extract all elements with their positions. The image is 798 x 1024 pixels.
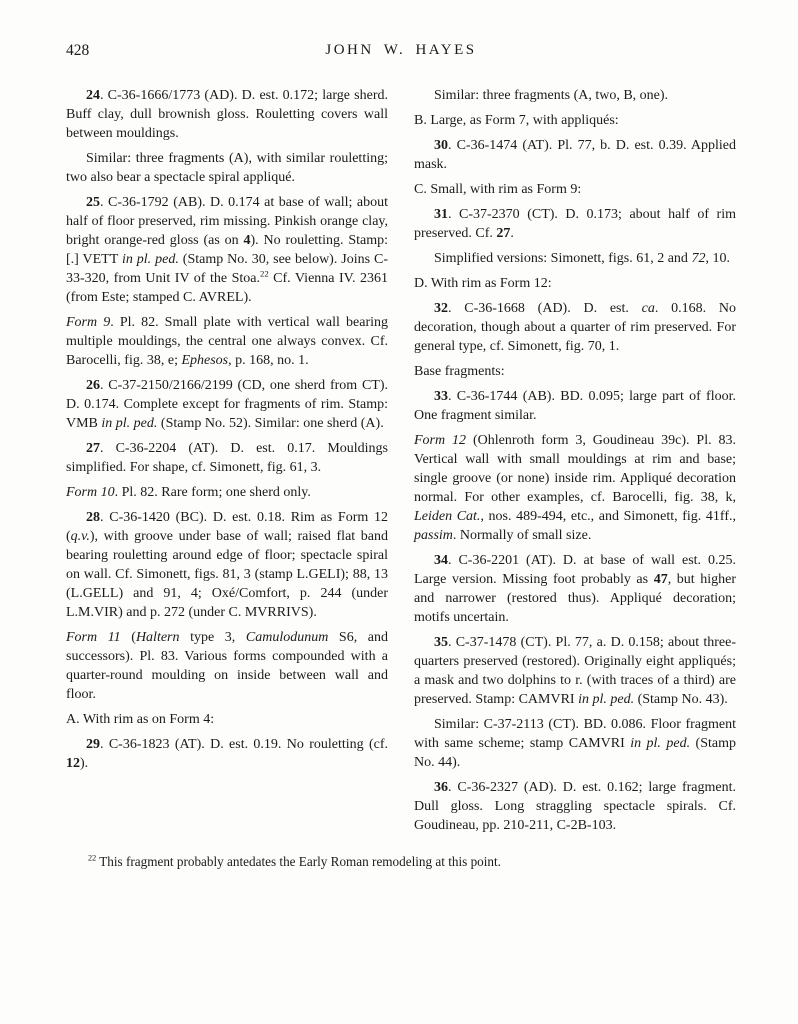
italic-run: in pl. ped. — [121, 252, 179, 267]
text-run: Base fragments: — [414, 364, 505, 379]
italic-run: Form 11 — [66, 630, 121, 645]
text-run: (Stamp No. 44). — [414, 736, 736, 770]
italic-run: in pl. ped. — [101, 416, 158, 431]
entry-29 — [66, 735, 388, 773]
italic-run: Camulodunum — [245, 630, 329, 645]
text-run: . C-36-1823 (AT). D. est. 0.19. No rouletting (cf. — [100, 737, 388, 752]
italic-run: in pl. ped. — [630, 736, 691, 751]
footnote-ref: 22 — [259, 268, 269, 279]
bold-run: 25 — [86, 195, 100, 210]
text-run: . C-37-2370 (CT). D. 0.173; about half of rim preserved. Cf. — [414, 207, 736, 241]
text-run: (Stamp No. 30, see below). Joins C-33-320, from Unit IV of the Stoa. — [66, 252, 388, 286]
text-run: . Pl. 82. Small plate with vertical wall bearing multiple mouldings, the central one always convex. Cf. Barocelli, fig. 38, e; — [66, 315, 388, 368]
page-header — [66, 42, 736, 64]
form-11-heading — [66, 628, 388, 704]
text-run: C. Small, with rim as Form 9: — [414, 182, 582, 197]
text-run: . Normally of small size. — [452, 528, 592, 543]
text-run: , nos. 489-494, etc., and Simonett, fig. 41ff., — [480, 509, 736, 524]
text-run: , 10. — [705, 251, 730, 266]
italic-run: q.v. — [70, 529, 90, 544]
base-fragments-heading — [414, 362, 736, 381]
text-run: (Stamp No. 43). — [634, 692, 728, 707]
italic-run: Leiden Cat. — [414, 509, 481, 524]
text-run: S6, and successors). Pl. 83. Various forms compounded with a quarter-round moulding on inside between wall and floor. — [66, 630, 389, 702]
entry-31 — [414, 205, 736, 243]
italic-run: Ephesos — [181, 353, 229, 368]
text-run: ). — [80, 756, 89, 771]
text-run: . C-36-1668 (AD). D. est. — [448, 301, 642, 316]
bold-run: 24 — [86, 88, 100, 103]
form-9-heading — [66, 313, 388, 370]
text-run: (Ohlenroth form 3, Goudineau 39c). Pl. 83. Vertical wall with small mouldings at rim and base; single groove (or none) inside rim. Appliqué decoration normal. For other examples, cf. Barocelli, fig. 38, k, — [414, 433, 736, 505]
italic-run: passim — [414, 528, 453, 543]
bold-run: 34 — [434, 553, 448, 568]
italic-run: ca — [641, 301, 655, 316]
text-run: Simplified versions: Simonett, figs. 61, 2 and — [434, 251, 692, 266]
text-run: . — [510, 226, 514, 241]
text-run: . C-36-1420 (BC). D. est. 0.18. Rim as Form 12 ( — [66, 510, 388, 544]
text-run: . C-36-1474 (AT). Pl. 77, b. D. est. 0.39. Applied mask. — [414, 138, 736, 172]
text-run: . C-36-2327 (AD). D. est. 0.162; large fragment. Dull gloss. Long straggling spectacle spirals. Cf. Goudineau, pp. 210-211, C-2B-103. — [414, 780, 736, 833]
form-11-section-b — [414, 111, 736, 130]
entry-27 — [66, 439, 388, 477]
form-10-heading — [66, 483, 388, 502]
form-11-section-a — [66, 710, 388, 729]
text-run: ( — [120, 630, 136, 645]
text-columns — [66, 86, 736, 841]
bold-run: 30 — [434, 138, 448, 153]
form-11-section-c — [414, 180, 736, 199]
text-run: B. Large, as Form 7, with appliqués: — [414, 113, 619, 128]
text-run: ), with groove under base of wall; raised flat band bearing rouletting around edge of floor; spectacle spiral on wall. Cf. Simonett, figs. 81, 3 (stamp L.GELI); 88, 13 (L.GELL) and 91, 4; Oxé/Comfort, p. 244 (under L.M.VIR) and p. 272 (under C. MVRRIVS). — [66, 529, 388, 620]
text-run: Similar: three fragments (A), with similar rouletting; two also bear a spectacle spiral appliqué. — [66, 151, 388, 185]
italic-run: in pl. ped. — [578, 692, 635, 707]
text-run: ). No rouletting. Stamp: [.] VETT — [66, 233, 388, 267]
column-left — [66, 86, 388, 841]
entry-25 — [66, 193, 388, 307]
entry-36 — [414, 778, 736, 835]
text-run: . C-36-1666/1773 (AD). D. est. 0.172; large sherd. Buff clay, dull brownish gloss. Rouletting covers wall between mouldings. — [66, 88, 388, 141]
bold-run: 36 — [434, 780, 448, 795]
bold-run: 12 — [66, 756, 80, 771]
footnote — [66, 853, 736, 871]
bold-run: 47 — [653, 572, 668, 587]
italic-run: Form 12 — [414, 433, 467, 448]
form-11-a-similar — [414, 86, 736, 105]
footnote-marker: 22 — [88, 853, 97, 863]
entry-32 — [414, 299, 736, 356]
text-run: . 0.168. No decoration, though about a quarter of rim preserved. For general type, cf. Simonett, fig. 70, 1. — [414, 301, 736, 354]
text-run: (Stamp No. 52). Similar: one sherd (A). — [157, 416, 384, 431]
entry-26 — [66, 376, 388, 433]
entry-24-similar — [66, 149, 388, 187]
text-run: , p. 168, no. 1. — [228, 353, 309, 368]
italic-run: Form 9 — [66, 315, 111, 330]
bold-run: 28 — [86, 510, 100, 525]
text-run: type 3, — [179, 630, 246, 645]
entry-30 — [414, 136, 736, 174]
text-run: . C-36-1792 (AB). D. 0.174 at base of wall; about half of floor preserved, rim missing. Pinkish orange clay, bright orange-red gloss (as on — [66, 195, 388, 248]
entry-24 — [66, 86, 388, 143]
italic-run: Haltern — [135, 630, 180, 645]
italic-run: Form 10 — [66, 485, 115, 500]
entry-33 — [414, 387, 736, 425]
entry-34 — [414, 551, 736, 627]
text-run: A. With rim as on Form 4: — [66, 712, 215, 727]
text-run: Similar: C-37-2113 (CT). BD. 0.086. Floor fragment with same scheme; stamp CAMVRI — [414, 717, 736, 751]
bold-run: 27 — [496, 226, 511, 241]
entry-31-note — [414, 249, 736, 268]
text-run: Similar: three fragments (A, two, B, one). — [434, 88, 669, 103]
form-11-section-d — [414, 274, 736, 293]
text-run: Cf. Vienna IV. 2361 (from Este; stamped C. AVREL). — [66, 271, 388, 305]
entry-35-similar — [414, 715, 736, 772]
text-run: . C-36-2204 (AT). D. est. 0.17. Mouldings simplified. For shape, cf. Simonett, fig. 61, 3. — [66, 441, 388, 475]
bold-run: 4 — [243, 233, 251, 248]
bold-run: 27 — [86, 441, 100, 456]
bold-run: 31 — [434, 207, 448, 222]
form-12-heading — [414, 431, 736, 545]
bold-run: 26 — [86, 378, 100, 393]
text-run: . C-36-2201 (AT). D. at base of wall est. 0.25. Large version. Missing foot probably as — [414, 553, 736, 587]
text-run: . Pl. 82. Rare form; one sherd only. — [114, 485, 311, 500]
italic-run: 72 — [691, 251, 706, 266]
page-number: 428 — [66, 42, 90, 59]
text-run: . C-37-2150/2166/2199 (CD, one sherd from CT). D. 0.174. Complete except for fragments of rim. Stamp: VMB — [66, 378, 388, 431]
footnote-text: This fragment probably antedates the Early Roman remodeling at this point. — [96, 854, 501, 869]
text-run: . C-37-1478 (CT). Pl. 77, a. D. 0.158; about three-quarters preserved (restored). Originally eight appliqués; a mask and two dolphins to r. (with traces of a third) are preserved. Stamp: CAMVRI — [414, 635, 736, 707]
running-head: JOHN W. HAYES — [325, 42, 477, 58]
entry-35 — [414, 633, 736, 709]
text-run: . C-36-1744 (AB). BD. 0.095; large part of floor. One fragment similar. — [414, 389, 736, 423]
column-right — [414, 86, 736, 841]
text-run: , but higher and narrower (restored thus). Appliqué decoration; motifs uncertain. — [414, 572, 736, 625]
bold-run: 32 — [434, 301, 448, 316]
bold-run: 35 — [434, 635, 448, 650]
bold-run: 29 — [86, 737, 100, 752]
text-run: D. With rim as Form 12: — [414, 276, 552, 291]
entry-28 — [66, 508, 388, 622]
bold-run: 33 — [434, 389, 448, 404]
